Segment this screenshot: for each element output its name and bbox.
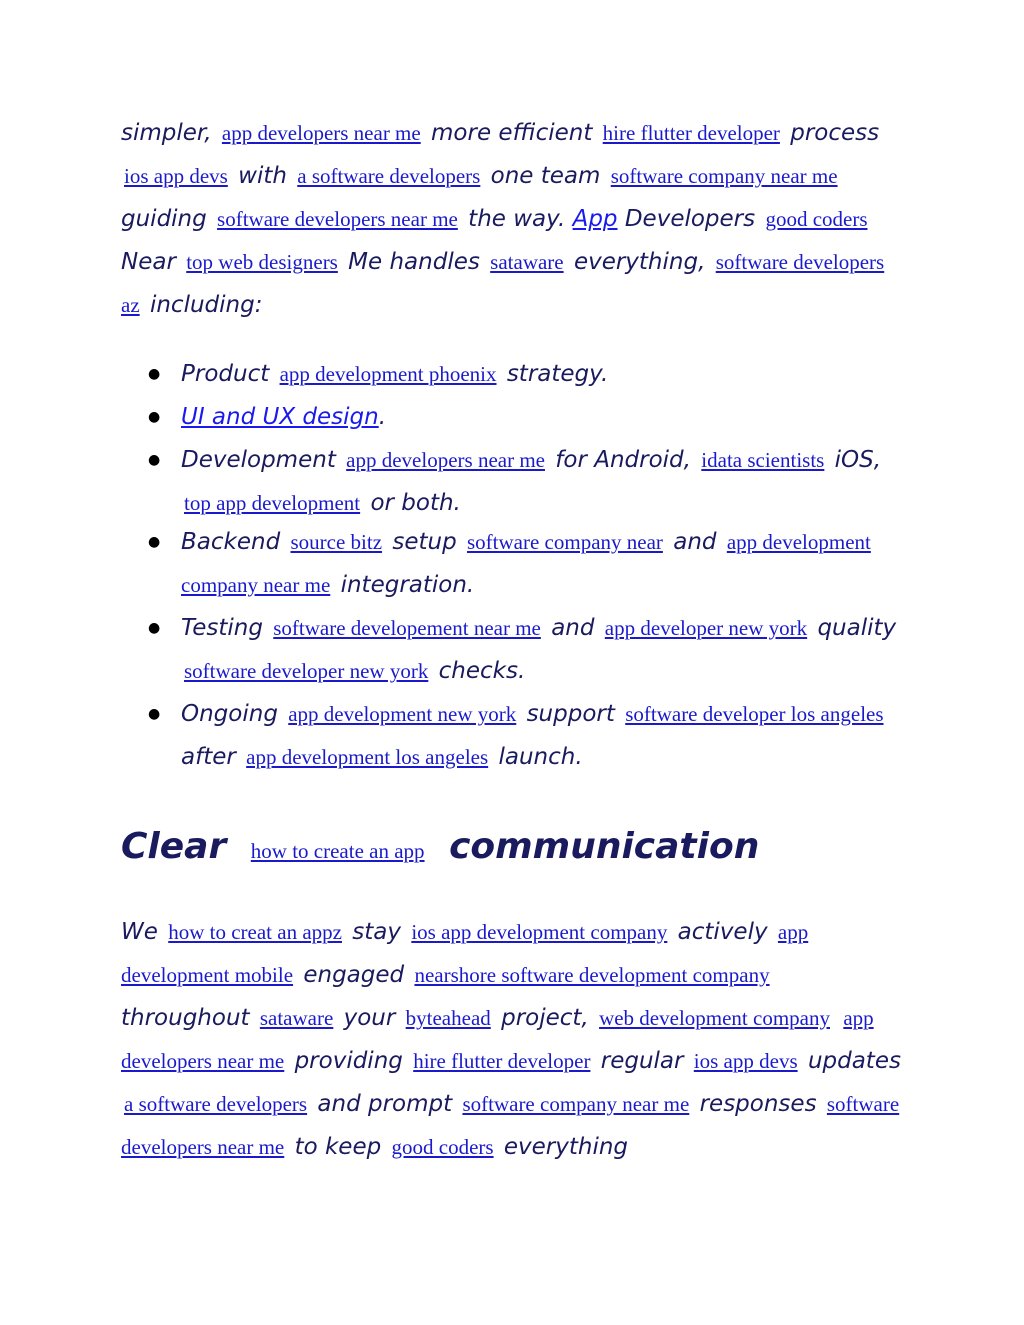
- link[interactable]: app development new york: [288, 702, 517, 726]
- link[interactable]: ios app devs: [693, 1049, 798, 1073]
- text: process: [790, 120, 880, 146]
- intro-paragraph: [121, 112, 901, 327]
- text: responses: [699, 1091, 817, 1117]
- link[interactable]: software company near: [466, 530, 663, 554]
- link[interactable]: hire flutter developer: [602, 121, 780, 145]
- link[interactable]: app development phoenix: [279, 362, 497, 386]
- bullet-icon: ●: [148, 534, 161, 550]
- text: stay: [352, 919, 402, 945]
- text: more efficient: [431, 120, 593, 146]
- text: support: [526, 701, 615, 727]
- link[interactable]: good coders: [765, 207, 868, 231]
- list-item: [148, 521, 901, 607]
- link[interactable]: how to create an app: [250, 839, 425, 863]
- link[interactable]: a software developers: [124, 1092, 308, 1116]
- link[interactable]: software company near me: [462, 1092, 690, 1116]
- text: setup: [392, 529, 457, 555]
- text: actively: [677, 919, 768, 945]
- link[interactable]: app developer new york: [604, 616, 808, 640]
- text: We: [121, 919, 158, 945]
- text: Developers: [624, 206, 756, 232]
- text: after: [181, 744, 236, 770]
- text: including:: [149, 292, 263, 318]
- link[interactable]: software company near me: [610, 164, 838, 188]
- text: everything: [503, 1134, 629, 1160]
- text: regular: [600, 1048, 684, 1074]
- text: Me handles: [348, 249, 480, 275]
- document-page: [121, 112, 901, 1169]
- text: the way.: [468, 206, 566, 232]
- link[interactable]: software developers near me: [217, 207, 458, 231]
- link[interactable]: web development company: [599, 1006, 830, 1030]
- bullet-icon: ●: [148, 620, 161, 636]
- link[interactable]: a software developers: [297, 164, 481, 188]
- text: throughout: [121, 1005, 250, 1031]
- link[interactable]: idata scientists: [701, 448, 825, 472]
- text: one team: [490, 163, 601, 189]
- link[interactable]: source bitz: [290, 530, 383, 554]
- link[interactable]: how to creat an appz: [168, 920, 342, 944]
- link[interactable]: software developer los angeles: [625, 702, 884, 726]
- communication-paragraph: [121, 911, 901, 1169]
- text: Ongoing: [181, 701, 278, 727]
- text: and prompt: [317, 1091, 453, 1117]
- link[interactable]: sataware: [259, 1006, 334, 1030]
- text: everything,: [573, 249, 706, 275]
- bullet-icon: ●: [148, 366, 161, 382]
- list-item: [148, 693, 901, 779]
- text: Product: [181, 361, 270, 387]
- link[interactable]: software developer new york: [184, 659, 429, 683]
- bullet-icon: ●: [148, 409, 161, 425]
- text: iOS,: [834, 447, 882, 473]
- text: Backend: [181, 529, 281, 555]
- link[interactable]: software developers az: [121, 250, 885, 317]
- text: integration.: [340, 572, 475, 598]
- link[interactable]: software developers near me: [121, 1092, 900, 1159]
- text: and: [673, 529, 717, 555]
- bullet-icon: ●: [148, 706, 161, 722]
- link[interactable]: top app development: [184, 491, 361, 515]
- text: guiding: [121, 206, 207, 232]
- list-item: [148, 439, 901, 525]
- link[interactable]: ios app devs: [124, 164, 228, 188]
- text: your: [343, 1005, 396, 1031]
- text: with: [238, 163, 287, 189]
- text: launch.: [498, 744, 583, 770]
- link[interactable]: UI and UX design: [181, 404, 379, 430]
- text: providing: [294, 1048, 403, 1074]
- text: .: [378, 404, 387, 430]
- link[interactable]: app development los angeles: [246, 745, 489, 769]
- link[interactable]: app developers near me: [346, 448, 545, 472]
- link[interactable]: good coders: [391, 1135, 494, 1159]
- services-list: [121, 353, 901, 779]
- list-item: [148, 396, 901, 439]
- heading-text: communication: [449, 826, 760, 867]
- link[interactable]: ios app development company: [411, 920, 668, 944]
- text: Development: [181, 447, 336, 473]
- text: simpler,: [121, 120, 212, 146]
- text: Near: [121, 249, 176, 275]
- link[interactable]: app developers near me: [221, 121, 421, 145]
- link[interactable]: sataware: [490, 250, 564, 274]
- text: for Android,: [555, 447, 691, 473]
- list-item: [148, 353, 901, 396]
- text: or both.: [370, 490, 461, 516]
- bullet-icon: ●: [148, 452, 161, 468]
- text: Testing: [181, 615, 263, 641]
- text: checks.: [438, 658, 526, 684]
- list-item: [148, 607, 901, 693]
- text: and: [551, 615, 595, 641]
- section-heading: [121, 817, 901, 881]
- text: project,: [501, 1005, 589, 1031]
- text: to keep: [294, 1134, 382, 1160]
- link[interactable]: app developers near me: [121, 1006, 874, 1073]
- text: quality: [817, 615, 897, 641]
- text: strategy.: [506, 361, 609, 387]
- link[interactable]: byteahead: [405, 1006, 491, 1030]
- link[interactable]: hire flutter developer: [413, 1049, 591, 1073]
- link[interactable]: top web designers: [186, 250, 338, 274]
- link[interactable]: software developement near me: [273, 616, 541, 640]
- text: updates: [807, 1048, 901, 1074]
- link[interactable]: nearshore software development company: [414, 963, 770, 987]
- link[interactable]: App: [572, 206, 618, 232]
- heading-text: Clear: [121, 826, 227, 867]
- text: engaged: [303, 962, 405, 988]
- link[interactable]: app development company near me: [181, 530, 871, 597]
- link[interactable]: app development mobile: [121, 920, 809, 987]
